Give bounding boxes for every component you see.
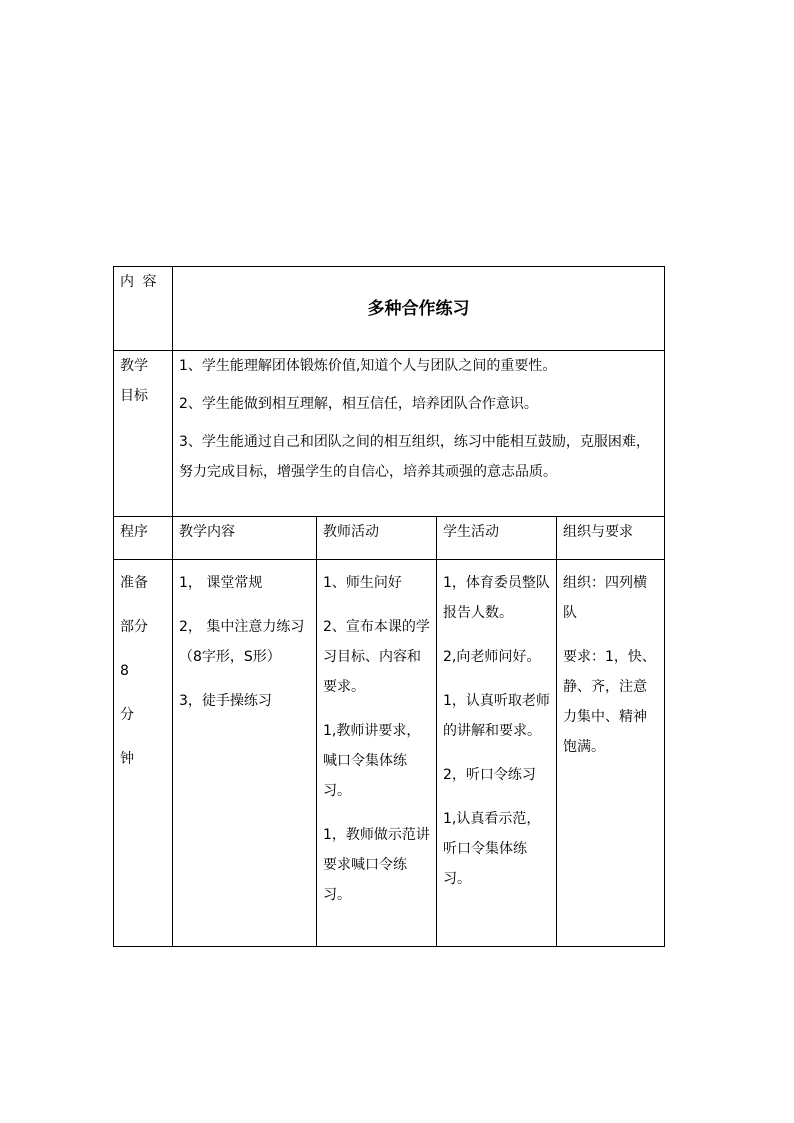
header-content: 教学内容: [173, 517, 317, 560]
teacher-item: 1，教师做示范讲要求喊口令练习。: [323, 827, 430, 903]
student-item: 1，认真听取老师的讲解和要求。: [443, 693, 550, 739]
student-item: 2，听口令练习: [443, 767, 536, 783]
content-label-cell: [114, 267, 173, 351]
header-row: [114, 517, 665, 560]
prep-label-line: 分: [120, 707, 134, 723]
prep-label-line: 钟: [120, 751, 134, 767]
prep-student-cell: [437, 560, 557, 947]
prep-label-line: 部分: [120, 619, 148, 635]
header-teacher: 教师活动: [317, 517, 437, 560]
content-label: 内 容: [120, 274, 159, 290]
lesson-title: 多种合作练习: [173, 267, 665, 351]
teacher-item: 1,教师讲要求，喊口令集体练习。: [323, 723, 421, 799]
content-item: 3，徒手操练习: [179, 693, 272, 709]
org-item: 要求：1，快、静、齐，注意力集中、精神饱满。: [563, 649, 656, 755]
goals-label-cell: [114, 351, 173, 517]
prep-label-line: 8: [120, 663, 129, 679]
student-item: 1,认真看示范，听口令集体练习。: [443, 811, 541, 887]
header-procedure: 程序: [114, 517, 173, 560]
header-student: 学生活动: [437, 517, 557, 560]
prep-row: [114, 560, 665, 947]
prep-org-cell: [557, 560, 665, 947]
goal-item: 2、学生能做到相互理解，相互信任，培养团队合作意识。: [179, 396, 538, 412]
prep-label-cell: [114, 560, 173, 947]
goals-cell: [173, 351, 665, 517]
prep-teacher-cell: [317, 560, 437, 947]
prep-content-cell: [173, 560, 317, 947]
content-item: 2， 集中注意力练习（8字形，S形）: [179, 619, 305, 665]
header-organization: 组织与要求: [557, 517, 665, 560]
goal-item: 3、学生能通过自己和团队之间的相互组织，练习中能相互鼓励，克服困难，努力完成目标，增强学生的自信心，培养其顽强的意志品质。: [179, 434, 650, 480]
lesson-plan-table: [113, 266, 665, 947]
student-item: 1，体育委员整队报告人数。: [443, 575, 550, 621]
goals-label: 教学目标: [120, 358, 148, 404]
goal-item: 1、学生能理解团体锻炼价值,知道个人与团队之间的重要性。: [179, 358, 557, 374]
title-row: [114, 267, 665, 351]
prep-label-line: 准备: [120, 575, 148, 591]
teacher-item: 1、师生问好: [323, 575, 402, 591]
teacher-item: 2、宣布本课的学习目标、内容和要求。: [323, 619, 430, 695]
content-item: 1， 课堂常规: [179, 575, 263, 591]
student-item: 2,向老师问好。: [443, 649, 541, 665]
org-item: 组织：四列横队: [563, 575, 647, 621]
goals-row: [114, 351, 665, 517]
